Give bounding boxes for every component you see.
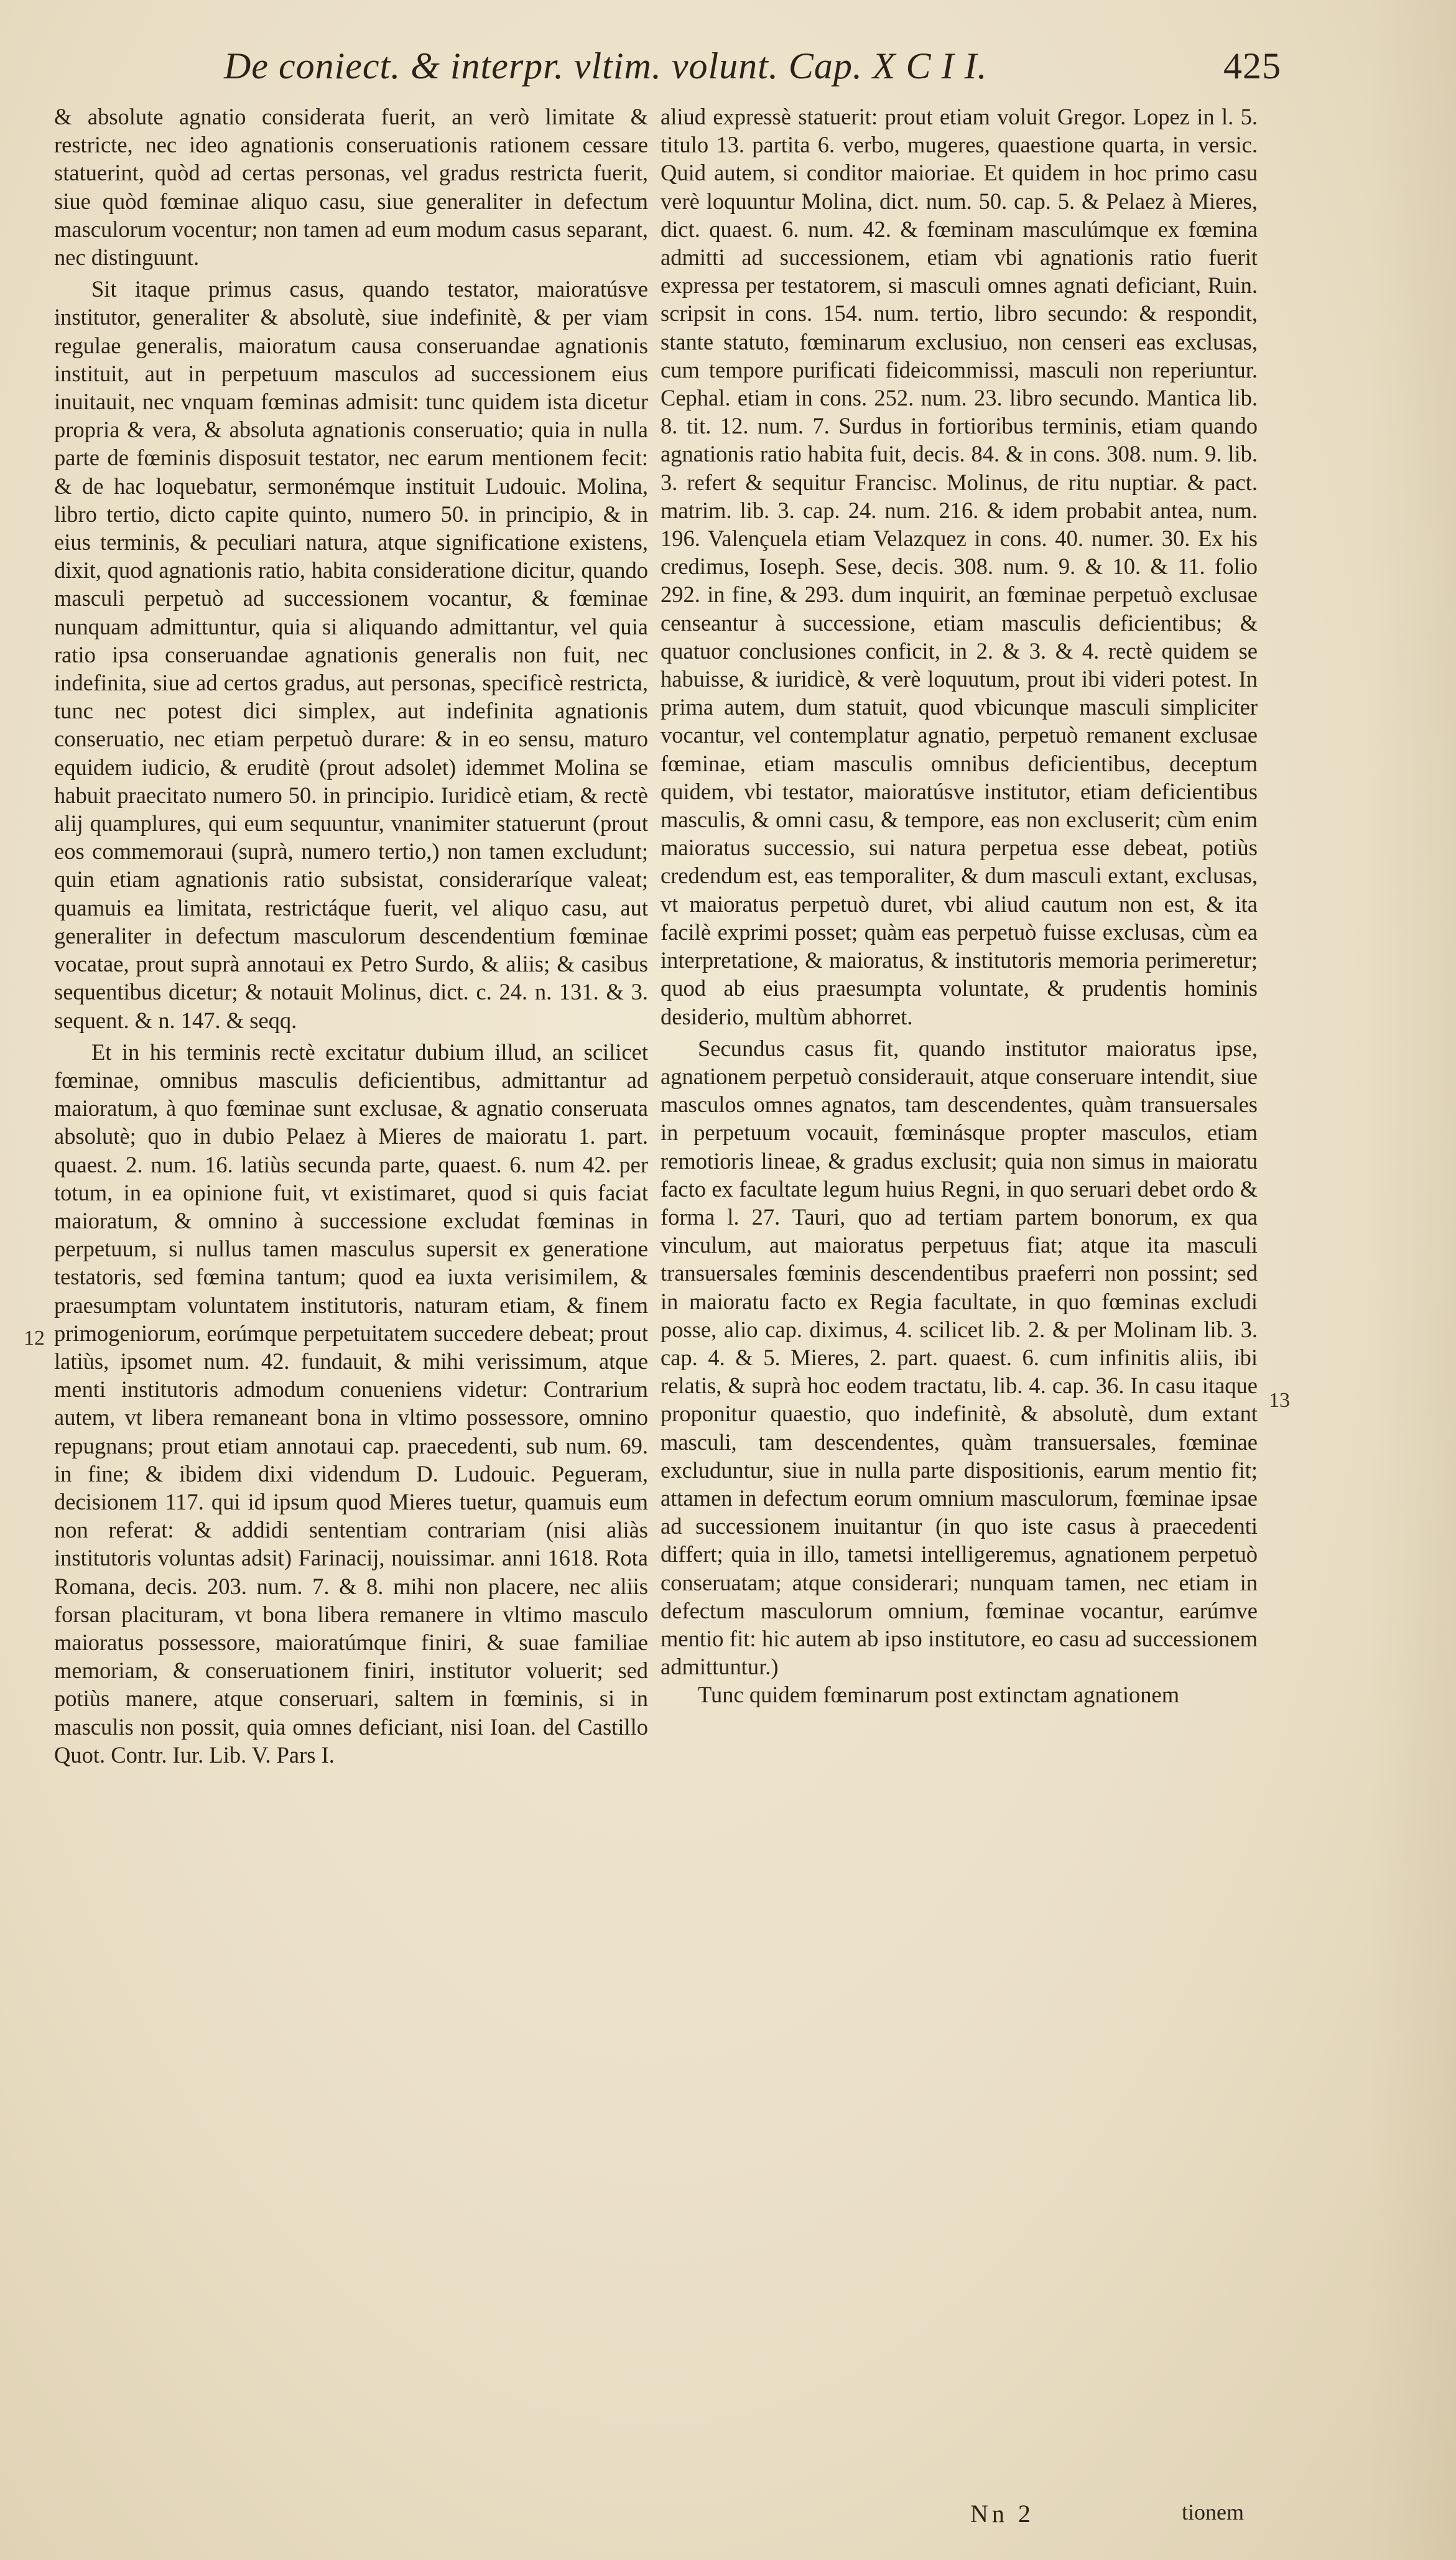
paragraph: Secundus casus fit, quando institutor maioratus ipse, agnationem perpetuò considerauit, atque conseruare intendit, siue masculos omnes agnatos, tam descendentes, quàm transuersales in perpetuum vocauit, fœminásque propter masculos, etiam remotioris lineae, & gradus exclusit; quia non simus in maioratu facto ex facultate legum huius Regni, in quo seruari debet ordo & forma l. 27. Tauri, quo ad tertiam partem bonorum, ex qua vinculum, aut maioratus perpetuus fiat; atque ita masculi transuersales fœminis descendentibus praeferri non possint; sed in maioratu facto ex Regia facultate, in quo fœminas excludi posse, alio cap. diximus, 4. scilicet lib. 2. & per Molinam lib. 3. cap. 4. & 5. Mieres, 2. part. quaest. 6. cum infinitis aliis, ibi relatis, & suprà hoc eodem tractatu, lib. 4. cap. 36. In casu itaque proponitur quaestio, quo indefinitè, & absolutè, dum extant masculi, tam descendentes, quàm transuersales, fœminae excluduntur, siue in nulla parte dispositionis, earum mentio fit; attamen in defectum eorum omnium masculorum, fœminae ipsae ad successionem inuitantur (in quo iste casus à praecedenti differt; quia in illo, tametsi intelligeremus, agnationem perpetuò conseruatam; atque considerari; nunquam tamen, nec etiam in defectum masculorum omnium, fœminae vocantur, earúmve mentio fit: hic autem ab ipso institutore, eo casu ad successionem admittuntur.) [661,1035,1258,1680]
page-number: 425 [1223,45,1281,86]
margin-number-left: 12 [24,1327,45,1350]
paper-edge-shading [1368,0,1456,2560]
margin-number-right: 13 [1269,1389,1290,1412]
signature-mark: Nn 2 [970,2500,1034,2528]
paragraph: Et in his terminis rectè excitatur dubium illud, an scilicet fœminae, omnibus masculis deficientibus, admittantur ad maioratum, à quo fœminae sunt exclusae, & agnatio conseruata absolutè; quo in dubio Pelaez à Mieres de maioratu 1. part. quaest. 2. num. 16. latiùs secunda parte, quaest. 6. num 42. per totum, in ea opinione fuit, vt existimaret, quod si quis faciat maioratum, & omnino à successione excludat fœminas in perpetuum, si nullus tamen masculus supersit ex generatione testatoris, sed fœmina tantum; quod ea iuxta verisimilem, & praesumptam voluntatem institutoris, naturam etiam, & finem primogeniorum, eorúmque perpetuitatem succedere debeat; prout latiùs, ipsomet num. 42. fundauit, & mihi verissimum, atque menti institutoris admodum conueniens videtur: Contrarium autem, vt libera remaneant bona in vltimo possessore, omnino repugnans; prout etiam annotaui cap. praecedenti, sub num. 69. in fine; & ibidem dixi videndum D. Ludouic. Pegueram, decisionem 117. qui id ipsum quod Mieres tuetur, quamuis eum non referat: & addidi sententiam contrariam (nisi aliàs institutoris voluntas adsit) Farinacij, nouissimar. anni 1618. Rota Romana, decis. 203. num. 7. & 8. mihi non placere, nec aliis forsan placituram, vt bona libera remanere in vltimo masculo maioratus possessore, maioratúmque finiri, & suae familiae memoriam, & conseruationem finiri, institutor voluerit; sed potiùs manere, atque conseruari, saltem in fœminis, si in masculis non possit, quia omnes deficiant, nisi Ioan. del Castillo Quot. Contr. Iur. Lib. V. Pars I. [54,1039,648,1768]
running-title: De coniect. & interpr. vltim. volunt. Cap. X C I I. [224,45,988,86]
running-head [224,39,1281,101]
paragraph: Sit itaque primus casus, quando testator, maioratúsve institutor, generaliter & absolutè, siue indefinitè, & per viam regulae generalis, maioratum causa conseruandae agnationis instituit, aut in perpetuum masculos ad successionem eius inuitauit, nec vnquam fœminas admisit: tunc quidem ista dicetur propria & vera, & absoluta agnationis conseruatio; quia in nulla parte de fœminis disposuit testator, nec earum mentionem fecit: & de hac loquebatur, sermonémque instituit Ludouic. Molina, libro tertio, dicto capite quinto, numero 50. in principio, & in eius terminis, & peculiari natura, atque significatione existens, dixit, quod agnationis ratio, habita consideratione dicitur, quando masculi perpetuò ad successionem vocantur, & fœminae nunquam admittuntur, quia si aliquando admittantur, vel quia ratio ipsa conseruandae agnationis generalis non fuit, nec indefinita, siue ad certos gradus, aut personas, specificè restricta, tunc nec potest dici simplex, aut indefinita agnationis conseruatio, nec etiam perpetuò durare: & in eo sensu, maturo equidem iudicio, & eruditè (prout adsolet) idemmet Molina se habuit praecitato numero 50. in principio. Iuridicè etiam, & rectè alij quamplures, qui eum sequuntur, vnanimiter statuerunt (prout eos commemoraui (suprà, numero tertio,) non tamen excludunt; quin etiam agnationis ratio subsistat, consideraríque valeat; quamuis ea limitata, restrictáque fuerit, vel aliquo casu, aut generaliter in defectum masculorum descendentium fœminae vocatae, prout suprà annotaui ex Petro Surdo, & aliis; & casibus sequentibus dicetur; & notauit Molinus, dict. c. 24. n. 131. & 3. sequent. & n. 147. & seqq. [54,276,648,1033]
right-column [661,103,1258,1709]
left-column [54,103,648,1769]
paragraph: Tunc quidem fœminarum post extinctam agnationem [698,1682,1180,1708]
catchword: tionem [1182,2500,1244,2525]
paragraph: aliud expressè statuerit: prout etiam voluit Gregor. Lopez in l. 5. titulo 13. partita 6. verbo, mugeres, quaestione quarta, in versic. Quid autem, si conditor maioriae. Et quidem in hoc primo casu verè loquuntur Molina, dict. num. 50. cap. 5. & Pelaez à Mieres, dict. quaest. 6. num. 42. & fœminam masculúmque ex fœmina admitti ad successionem, etiam vbi agnationis ratio fuerit expressa per testatorem, si masculi omnes agnati deficiant, Ruin. scripsit in cons. 154. num. tertio, libro secundo: & respondit, stante statuto, fœminarum exclusiuo, non censeri eas exclusas, cum tempore purificati fideicommissi, masculi non reperiuntur. Cephal. etiam in cons. 252. num. 23. libro secundo. Mantica lib. 8. tit. 12. num. 7. Surdus in fortioribus terminis, etiam quando agnationis ratio habita fuit, decis. 84. & in cons. 308. num. 9. lib. 3. refert & sequitur Francisc. Molinus, de ritu nuptiar. & pact. matrim. lib. 3. cap. 24. num. 216. & idem probabit antea, num. 196. Valençuela etiam Velazquez in cons. 40. numer. 30. Ex his credimus, Ioseph. Sese, decis. 308. num. 9. & 10. & 11. folio 292. in fine, & 293. dum inquirit, an fœminae perpetuò exclusae censeantur à successione, etiam masculis deficientibus; & quatuor conclusiones conficit, in 2. & 3. & 4. rectè quidem se habuisse, & iuridicè, & verè loquutum, prout ibi videri potest. In prima autem, dum statuit, quod vbicunque masculi simpliciter vocantur, vel contemplatur agnatio, perpetuò remanent exclusae fœminae, etiam masculis omnibus deficientibus, deceptum quidem, vbi testator, maioratúsve institutor, etiam deficientibus masculis, & omni casu, & tempore, eas non excluserit; cùm enim maioratus successio, sui natura perpetua esse debeat, potiùs credendum est, eas temporaliter, & dum masculi extant, exclusas, vt maioratus perpetuò duret, vbi aliud cautum non est, & ita facilè exprimi posset; quàm eas perpetuò fuisse exclusas, cùm ea interpretatione, & maioratus, & institutoris memoria perimeretur; quod ab eius praesumpta voluntate, & prudentis hominis desiderio, multùm abhorret. [661,104,1258,1029]
paragraph: & absolute agnatio considerata fuerit, an verò limitate & restricte, nec ideo agnationis conseruationis rationem cessare statuerint, quòd ad certas personas, vel gradus restricta fuerit, siue quòd fœminae aliquo casu, siue generaliter in defectum masculorum vocentur; non tamen ad eum modum casus separant, nec distinguunt. [54,104,648,271]
